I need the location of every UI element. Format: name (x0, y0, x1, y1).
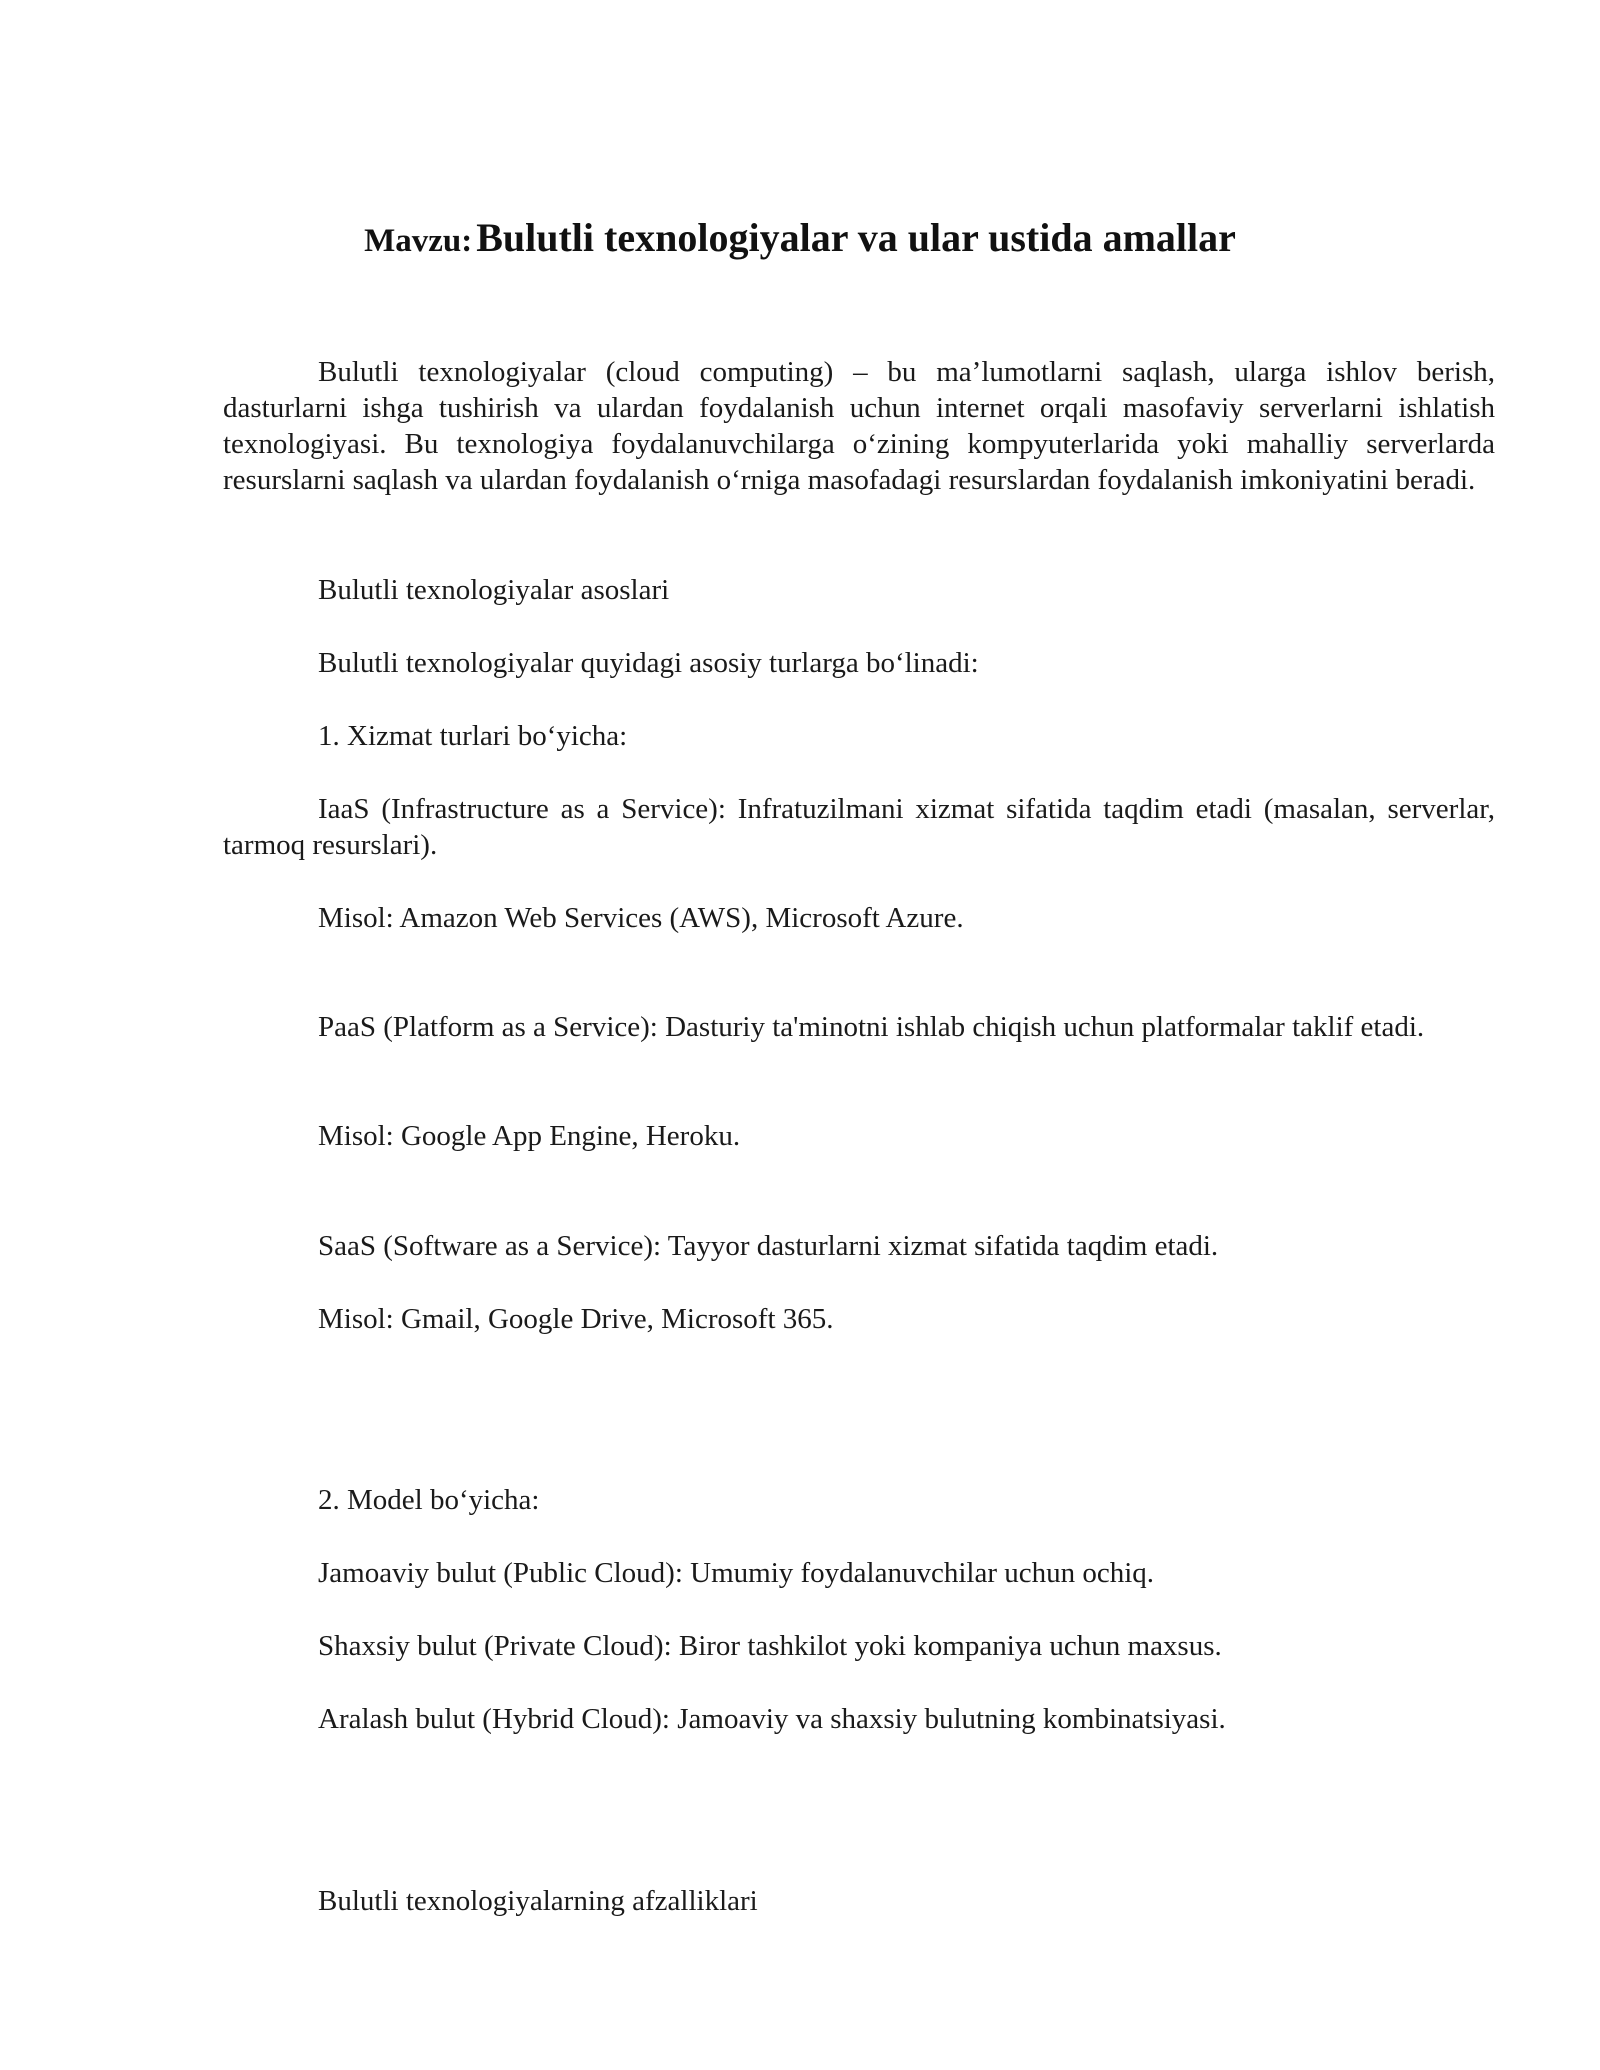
title-prefix: Mavzu: (364, 223, 473, 259)
paas-example: Misol: Google App Engine, Heroku. (318, 1120, 741, 1152)
intro-paragraph: Bulutli texnologiyalar (cloud computing) – bu ma’lumotlarni saqlash, ularga ishlov berish, dasturlarni ishga tushirish va ulardan foydalanish uchun internet orqali masofaviy serverlarni ishlatish texnologiyasi. Bu texnologiya foydalanuvchilarga o‘zining kompyuterlarida yoki mahalliy serverlarda resurslarni saqlash va ulardan foydalanish o‘rniga masofadagi resurslardan foydalanish imkoniyatini beradi. (223, 356, 1495, 496)
hybrid-cloud: Aralash bulut (Hybrid Cloud): Jamoaviy va shaxsiy bulutning kombinatsiyasi. (318, 1703, 1226, 1735)
paas-paragraph: PaaS (Platform as a Service): Dasturiy ta'minotni ishlab chiqish uchun platformalar taklif etadi. (318, 1011, 1425, 1043)
saas-example: Misol: Gmail, Google Drive, Microsoft 365. (318, 1303, 834, 1335)
advantages-heading: Bulutli texnologiyalarning afzalliklari (318, 1885, 758, 1917)
basics-heading: Bulutli texnologiyalar asoslari (318, 574, 670, 606)
service-types-heading: 1. Xizmat turlari bo‘yicha: (318, 720, 628, 752)
public-cloud: Jamoaviy bulut (Public Cloud): Umumiy foydalanuvchilar uchun ochiq. (318, 1557, 1155, 1589)
iaas-paragraph: IaaS (Infrastructure as a Service): Infratuzilmani xizmat sifatida taqdim etadi (masalan, serverlar, tarmoq resurslari). (223, 793, 1495, 861)
types-intro: Bulutli texnologiyalar quyidagi asosiy turlarga bo‘linadi: (318, 647, 979, 679)
iaas-example: Misol: Amazon Web Services (AWS), Microsoft Azure. (318, 902, 964, 934)
model-heading: 2. Model bo‘yicha: (318, 1484, 540, 1516)
saas-paragraph: SaaS (Software as a Service): Tayyor dasturlarni xizmat sifatida taqdim etadi. (318, 1230, 1219, 1262)
page-title (0, 214, 1600, 261)
title-main: Bulutli texnologiyalar va ular ustida amallar (476, 215, 1236, 260)
private-cloud: Shaxsiy bulut (Private Cloud): Biror tashkilot yoki kompaniya uchun maxsus. (318, 1630, 1222, 1662)
